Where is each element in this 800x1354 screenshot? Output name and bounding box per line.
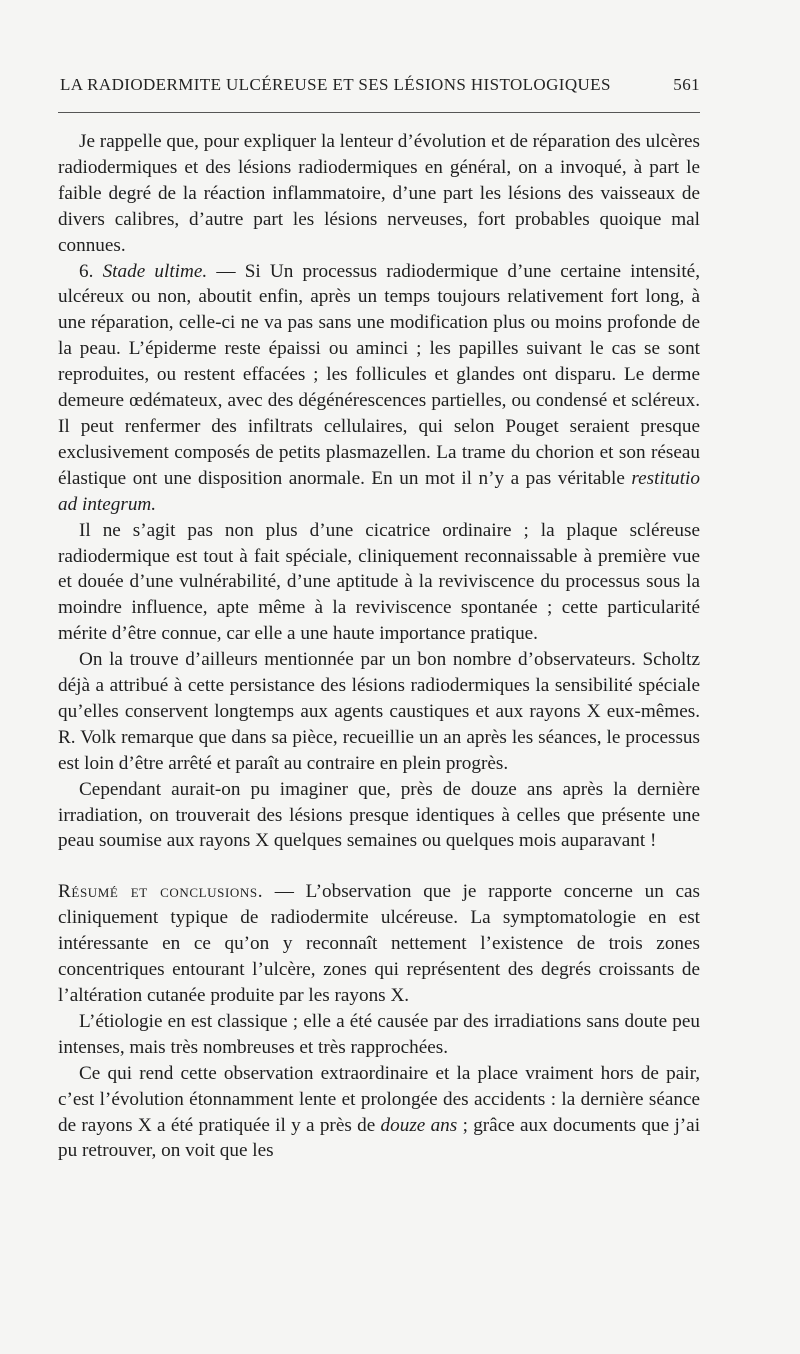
paragraph-3: Il ne s’agit pas non plus d’une cicatrice ordinaire ; la plaque scléreuse radiodermique est tout à fait spéciale, cliniquement reconnaissable à première vue et douée d’une vulnérabilité, d’une aptitude à la reviviscence du processus sous la moindre influence, apte même à la reviviscence spontanée ; cette particularité mérite d’être connue, car elle a une haute importance pratique. bbox=[58, 519, 700, 645]
running-header bbox=[58, 72, 700, 98]
section-heading-resume: Résumé et conclusions. bbox=[58, 881, 264, 903]
paragraph-5: Cependant aurait-on pu imaginer que, près de douze ans après la dernière irradiation, on trouverait des lésions presque identiques à celles que présente une peau soumise aux rayons X quelques semaines ou quelques mois auparavant ! bbox=[58, 778, 700, 852]
paragraph-8-start: Ce qui rend cette observation extraordinaire et la place vraiment hors de pair, c’est l’évolution étonnamment lente et prolongée des accidents : la dernière séance de rayons X a été pratiquée il y a près de bbox=[58, 1062, 700, 1136]
paragraph-8 bbox=[58, 1061, 700, 1165]
section-number: 6. bbox=[79, 260, 94, 282]
header-rule bbox=[58, 112, 700, 113]
paragraph-6-text: — L’observation que je rapporte concerne un cas cliniquement typique de radiodermite ulcéreuse. La symptomatologie en est intéressante en ce qu’on y reconnaît nettement l’existence de trois zones concentriques entourant l’ulcère, zones qui représentent des degrés croissants de l’altération cutanée produite par les rayons X. bbox=[58, 881, 700, 1006]
paragraph-2-text: — Si Un processus radiodermique d’une certaine intensité, ulcéreux ou non, aboutit enfin, après un temps toujours relativement fort long, à une réparation, celle-ci ne va pas sans une modification plus ou moins profonde de la peau. L’épiderme reste épaissi ou aminci ; les papilles suivant le cas se sont reproduites, ou restent effacées ; les follicules et glandes ont disparu. Le derme demeure œdémateux, avec des dégénérescences partielles, ou condensé et scléreux. Il peut renfermer des infiltrats cellulaires, qui selon Pouget seraient presque exclusivement composés de petits plasmazellen. La trame du chorion et son réseau élastique ont une disposition anormale. En un mot il n’y a pas véritable bbox=[58, 260, 700, 489]
running-title: LA RADIODERMITE ULCÉREUSE ET SES LÉSIONS HISTOLOGIQUES bbox=[60, 75, 611, 94]
paragraph-6 bbox=[58, 879, 700, 1009]
book-page bbox=[58, 72, 700, 1164]
paragraph-8-end: ; grâce aux documents que j’ai pu retrouver, on voit que les bbox=[58, 1114, 701, 1162]
emphasis-douze-ans: douze ans bbox=[380, 1114, 458, 1136]
page-number: 561 bbox=[673, 75, 700, 94]
latin-phrase: restitutio ad integrum. bbox=[58, 467, 700, 515]
paragraph-2 bbox=[58, 259, 700, 518]
paragraph-4: On la trouve d’ailleurs mentionnée par un bon nombre d’observateurs. Scholtz déjà a attribué à cette persistance des lésions radiodermiques la sensibilité spéciale qu’elles conservent longtemps aux agents caustiques et aux rayons X eux-mêmes. R. Volk remarque que dans sa pièce, recueillie un an après les séances, le processus est loin d’être arrêté et paraît au contraire en plein progrès. bbox=[58, 649, 700, 774]
paragraph-1: Je rappelle que, pour expliquer la lenteur d’évolution et de réparation des ulcères radiodermiques et des lésions radiodermiques en général, on a invoqué, à part le faible degré de la réaction inflammatoire, d’une part les lésions des vaisseaux de divers calibres, d’autre part les lésions nerveuses, fort probables quoique mal connues. bbox=[58, 131, 700, 256]
paragraph-7: L’étiologie en est classique ; elle a été causée par des irradiations sans doute peu intenses, mais très nombreuses et très rapprochées. bbox=[58, 1010, 700, 1058]
section-gap bbox=[58, 854, 700, 879]
body-text bbox=[58, 129, 700, 1164]
section-heading-stade-ultime: Stade ultime. bbox=[102, 260, 208, 282]
